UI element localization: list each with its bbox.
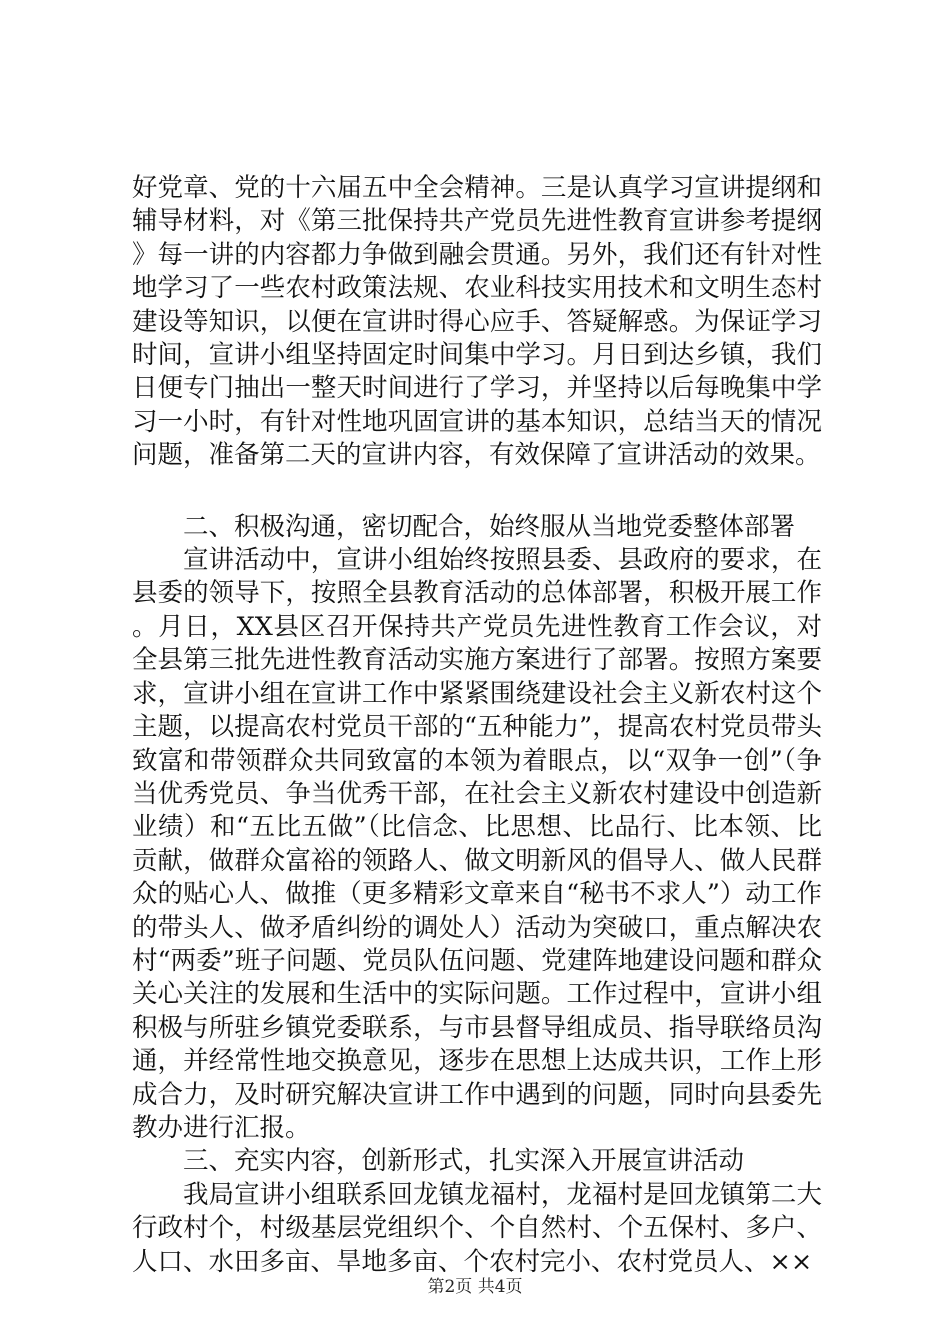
- section-heading-3: 三、充实内容，创新形式，扎实深入开展宣讲活动: [183, 1146, 745, 1177]
- document-body: [132, 172, 822, 1279]
- paragraph-continued: 好党章、党的十六届五中全会精神。三是认真学习宣讲提纲和辅导材料，对《第三批保持共产党员先进性教育宣讲参考提纲》每一讲的内容都力争做到融会贯通。另外，我们还有针对性地学习了一些农村政策法规、农业科技实用技术和文明生态村建设等知识，以便在宣讲时得心应手、答疑解惑。为保证学习时间，宣讲小组坚持固定时间集中学习。月日到达乡镇，我们日便专门抽出一整天时间进行了学习，并坚持以后每晚集中学习一小时，有针对性地巩固宣讲的基本知识，总结当天的情况问题，准备第二天的宣讲内容，有效保障了宣讲活动的效果。: [132, 173, 822, 471]
- section-heading-2: 二、积极沟通，密切配合，始终服从当地党委整体部署: [183, 511, 796, 542]
- paragraph-section-3: 我局宣讲小组联系回龙镇龙福村，龙福村是回龙镇第二大行政村个，村级基层党组织个、个自然村、个五保村、多户、人口、水田多亩、旱地多亩、个农村完小、农村党员人、××: [132, 1179, 822, 1277]
- page-number-footer: 第2页 共4页: [427, 1277, 523, 1297]
- paragraph-section-2: 宣讲活动中，宣讲小组始终按照县委、县政府的要求，在县委的领导下，按照全县教育活动的总体部署，积极开展工作。月日，XX县区召开保持共产党员先进性教育工作会议，对全县第三批先进性教育活动实施方案进行了部署。按照方案要求，宣讲小组在宣讲工作中紧紧围绕建设社会主义新农村这个主题，以提高农村党员干部的“五种能力”，提高农村党员带头致富和带领群众共同致富的本领为着眼点，以“双争一创”（争当优秀党员、争当优秀干部，在社会主义新农村建设中创造新业绩）和“五比五做”（比信念、比思想、比品行、比本领、比贡献，做群众富裕的领路人、做文明新风的倡导人、做人民群众的贴心人、做推（更多精彩文章来自“秘书不求人”）动工作的带头人、做矛盾纠纷的调处人）活动为突破口，重点解决农村“两委”班子问题、党员队伍问题、党建阵地建设问题和群众关心关注的发展和生活中的实际问题。工作过程中，宣讲小组积极与所驻乡镇党委联系，与市县督导组成员、指导联络员沟通，并经常性地交换意见，逐步在思想上达成共识，工作上形成合力，及时研究解决宣讲工作中遇到的问题，同时向县委先教办进行汇报。: [132, 545, 822, 1143]
- paragraph-gap: [132, 473, 822, 511]
